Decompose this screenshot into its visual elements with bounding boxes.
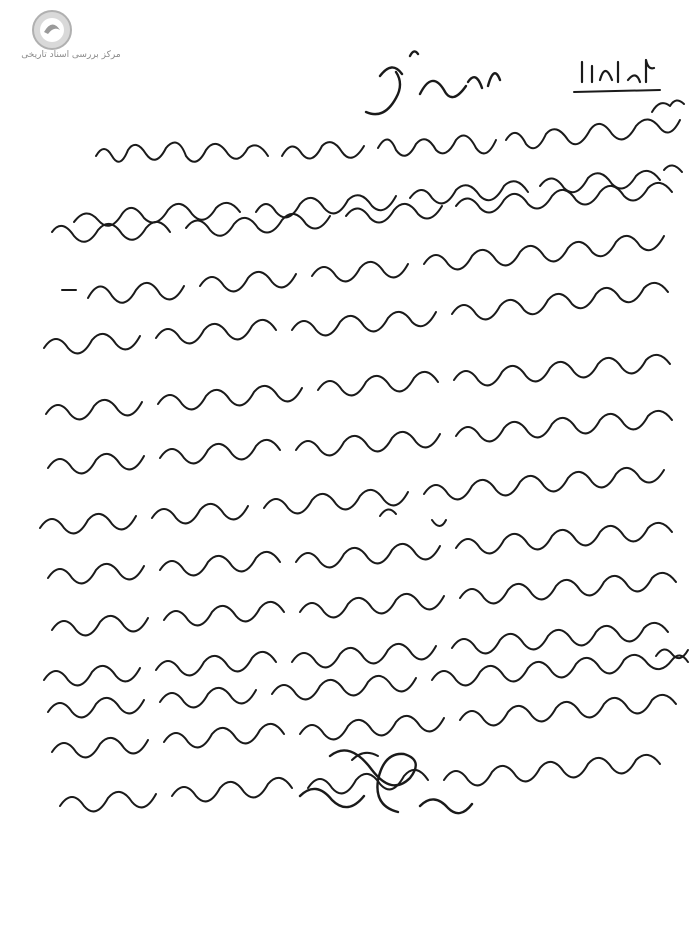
text-line-2 <box>74 165 682 225</box>
text-line-12 <box>48 655 688 718</box>
text-line-14 <box>60 755 660 812</box>
text-line-10 <box>52 573 676 636</box>
text-line-3 <box>52 183 672 242</box>
text-line-7 <box>48 411 672 474</box>
text-line-9 <box>48 523 672 584</box>
document-date <box>590 60 593 61</box>
text-line-4 <box>62 236 664 303</box>
text-line-11 <box>44 623 688 686</box>
report-title <box>366 51 500 114</box>
text-line-6 <box>46 355 670 420</box>
document-title <box>420 40 423 41</box>
archive-name: مرکز بررسی اسناد تاریخی <box>21 50 121 60</box>
text-line-5 <box>44 283 668 354</box>
text-line-13 <box>52 695 676 758</box>
date-line <box>574 60 660 92</box>
text-line-1 <box>96 100 684 161</box>
text-line-8 <box>40 468 664 534</box>
